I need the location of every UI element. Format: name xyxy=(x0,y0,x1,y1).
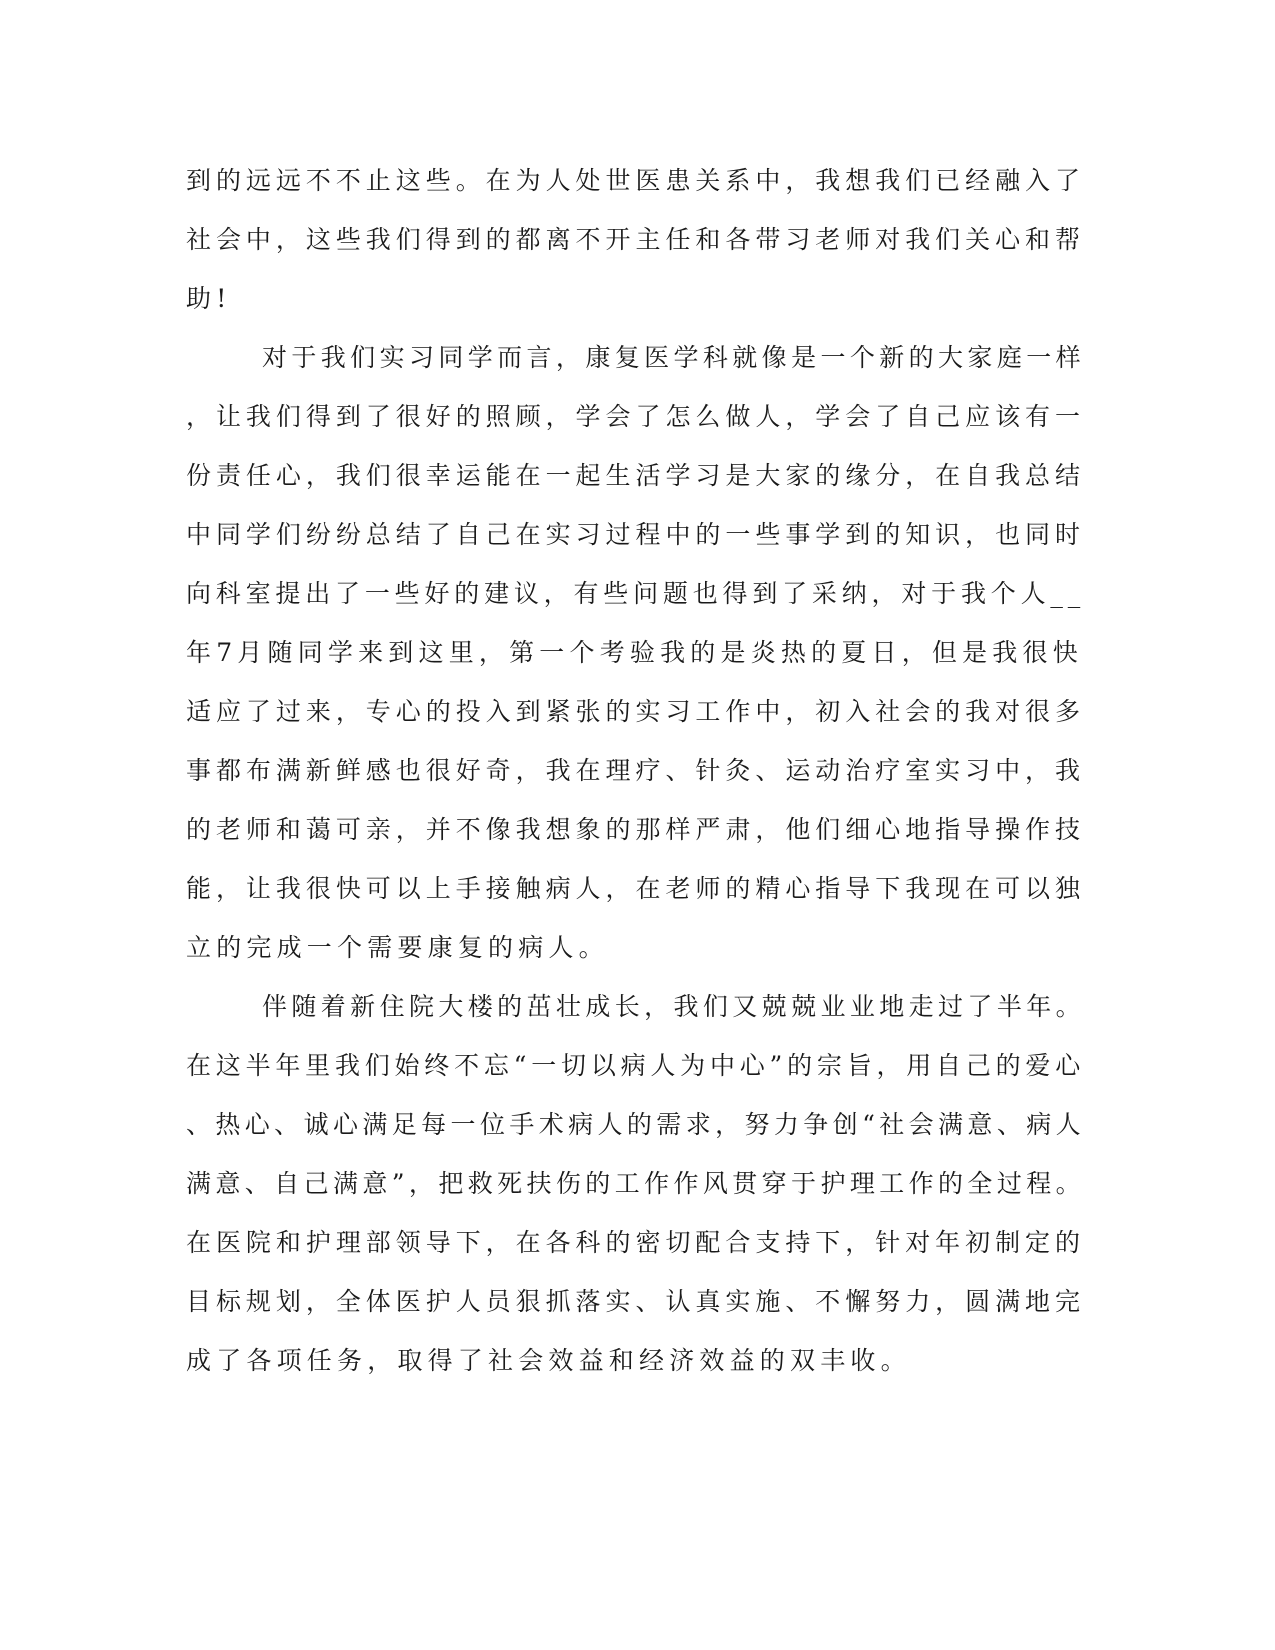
text-line: 中同学们纷纷总结了自己在实习过程中的一些事学到的知识，也同时 xyxy=(186,520,1085,549)
text-line: 在这半年里我们始终不忘“一切以病人为中心”的宗旨，用自己的爱心 xyxy=(186,1051,1085,1080)
text-line: 伴随着新住院大楼的茁壮成长，我们又兢兢业业地走过了半年。 xyxy=(262,992,1085,1021)
text-line: 能，让我很快可以上手接触病人，在老师的精心指导下我现在可以独 xyxy=(186,874,1085,903)
text-line: 事都布满新鲜感也很好奇，我在理疗、针灸、运动治疗室实习中，我 xyxy=(186,756,1085,785)
text-line: 目标规划，全体医护人员狠抓落实、认真实施、不懈努力，圆满地完 xyxy=(186,1287,1085,1316)
text-line: 成了各项任务，取得了社会效益和经济效益的双丰收。 xyxy=(186,1346,911,1375)
text-line: 助! xyxy=(186,284,232,313)
text-line: 、热心、诚心满足每一位手术病人的需求，努力争创“社会满意、病人 xyxy=(186,1110,1085,1139)
text-line: 在医院和护理部领导下，在各科的密切配合支持下，针对年初制定的 xyxy=(186,1228,1085,1257)
text-line: 适应了过来，专心的投入到紧张的实习工作中，初入社会的我对很多 xyxy=(186,697,1085,726)
text-line: 社会中，这些我们得到的都离不开主任和各带习老师对我们关心和帮 xyxy=(186,225,1085,254)
text-line: 立的完成一个需要康复的病人。 xyxy=(186,933,609,962)
text-line: 的老师和蔼可亲，并不像我想象的那样严肃，他们细心地指导操作技 xyxy=(186,815,1085,844)
text-line: 到的远远不不止这些。在为人处世医患关系中，我想我们已经融入了 xyxy=(186,166,1085,195)
text-line: 对于我们实习同学而言，康复医学科就像是一个新的大家庭一样 xyxy=(262,343,1085,372)
text-line: 向科室提出了一些好的建议，有些问题也得到了采纳，对于我个人__ xyxy=(186,579,1085,608)
text-line: 份责任心，我们很幸运能在一起生活学习是大家的缘分，在自我总结 xyxy=(186,461,1085,490)
text-line: 满意、自己满意”，把救死扶伤的工作作风贯穿于护理工作的全过程。 xyxy=(186,1169,1085,1198)
text-line: ，让我们得到了很好的照顾，学会了怎么做人，学会了自己应该有一 xyxy=(186,402,1085,431)
text-line: 年7月随同学来到这里，第一个考验我的是炎热的夏日，但是我很快 xyxy=(186,638,1083,667)
